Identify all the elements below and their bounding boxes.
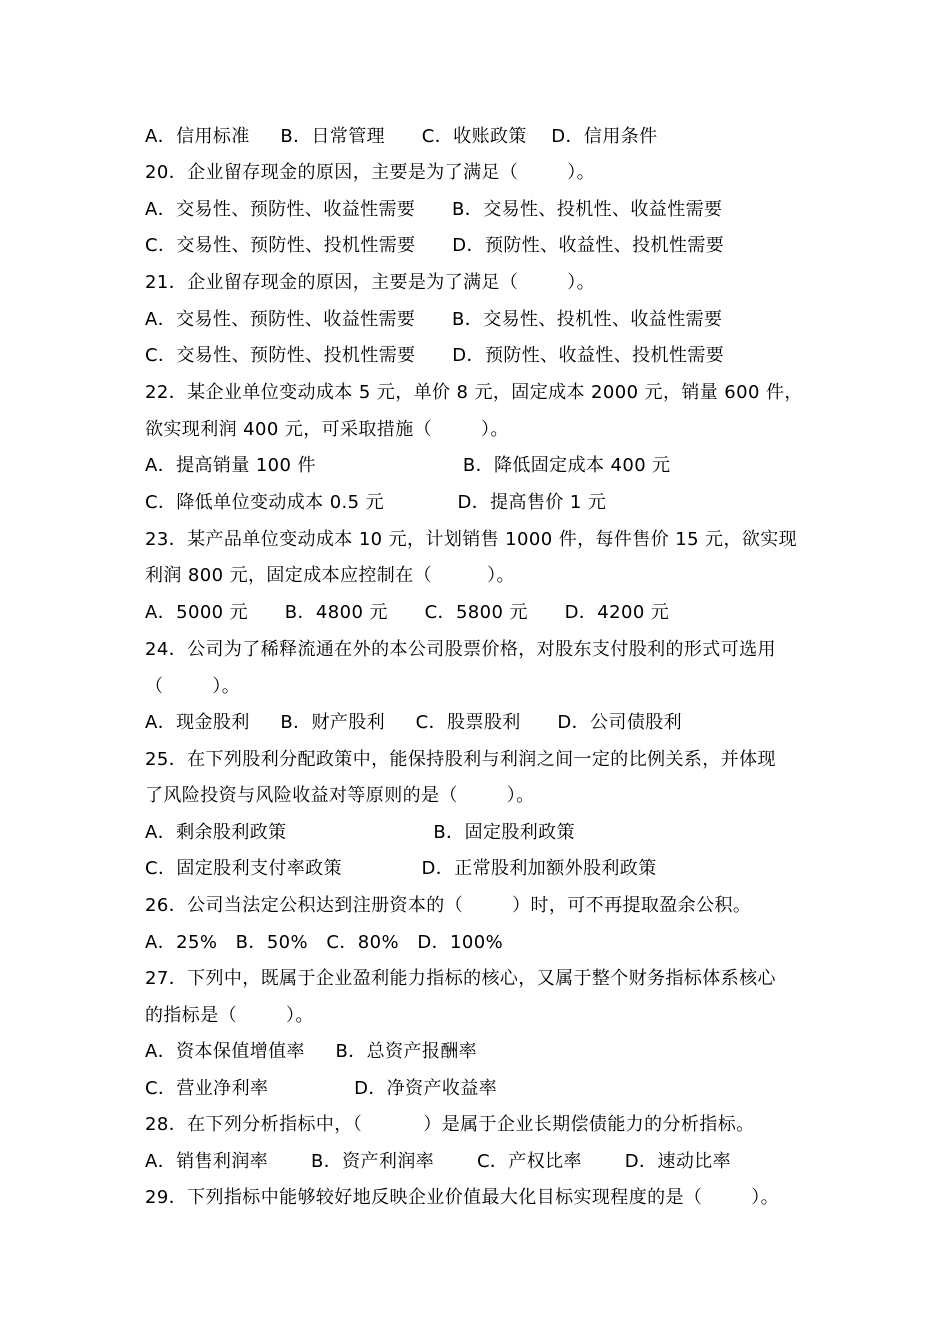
option-line-q24: A．现金股利 B．财产股利 C．股票股利 D．公司债股利 [145, 712, 683, 733]
question-23: 23．某产品单位变动成本 10 元，计划销售 1000 件，每件售价 15 元，欲实现 [145, 529, 798, 550]
question-24-cont: （ ）。 [145, 676, 241, 697]
option-line-q27-ab: A．资本保值增值率 B．总资产报酬率 [145, 1041, 478, 1062]
option-line-q26: A．25% B．50% C．80% D．100% [145, 932, 504, 953]
option-line-q23: A．5000 元 B．4800 元 C．5800 元 D．4200 元 [145, 602, 670, 623]
question-20: 20．企业留存现金的原因，主要是为了满足（ ）。 [145, 162, 596, 183]
question-29: 29．下列指标中能够较好地反映企业价值最大化目标实现程度的是（ ）。 [145, 1187, 780, 1208]
option-line-q20-cd: C．交易性、预防性、投机性需要 D．预防性、收益性、投机性需要 [145, 235, 725, 256]
question-25-cont: 了风险投资与风险收益对等原则的是（ ）。 [145, 785, 535, 806]
question-24: 24．公司为了稀释流通在外的本公司股票价格，对股东支付股利的形式可选用 [145, 639, 776, 660]
question-28: 28．在下列分析指标中，（ ）是属于企业长期偿债能力的分析指标。 [145, 1114, 755, 1135]
question-27: 27．下列中，既属于企业盈利能力指标的核心，又属于整个财务指标体系核心 [145, 968, 776, 989]
question-27-cont: 的指标是（ ）。 [145, 1005, 314, 1026]
question-25: 25．在下列股利分配政策中，能保持股利与利润之间一定的比例关系，并体现 [145, 749, 776, 770]
option-line-q28: A．销售利润率 B．资产利润率 C．产权比率 D．速动比率 [145, 1151, 732, 1172]
option-line-q27-cd: C．营业净利率 D．净资产收益率 [145, 1078, 498, 1099]
option-line-q25-cd: C．固定股利支付率政策 D．正常股利加额外股利政策 [145, 858, 657, 879]
question-22-cont: 欲实现利润 400 元，可采取措施（ ）。 [145, 419, 509, 440]
option-line-q25-ab: A．剩余股利政策 B．固定股利政策 [145, 822, 575, 843]
option-line-q19: A．信用标准 B．日常管理 C．收账政策 D．信用条件 [145, 126, 658, 147]
option-line-q20-ab: A．交易性、预防性、收益性需要 B．交易性、投机性、收益性需要 [145, 199, 723, 220]
question-23-cont: 利润 800 元，固定成本应控制在（ ）。 [145, 565, 515, 586]
option-line-q21-cd: C．交易性、预防性、投机性需要 D．预防性、收益性、投机性需要 [145, 345, 725, 366]
option-line-q22-cd: C．降低单位变动成本 0.5 元 D．提高售价 1 元 [145, 492, 607, 513]
question-22: 22．某企业单位变动成本 5 元，单价 8 元，固定成本 2000 元，销量 600 件， [145, 382, 803, 403]
option-line-q22-ab: A．提高销量 100 件 B．降低固定成本 400 元 [145, 455, 671, 476]
option-line-q21-ab: A．交易性、预防性、收益性需要 B．交易性、投机性、收益性需要 [145, 309, 723, 330]
question-26: 26．公司当法定公积达到注册资本的（ ）时，可不再提取盈余公积。 [145, 895, 752, 916]
question-21: 21．企业留存现金的原因，主要是为了满足（ ）。 [145, 272, 596, 293]
